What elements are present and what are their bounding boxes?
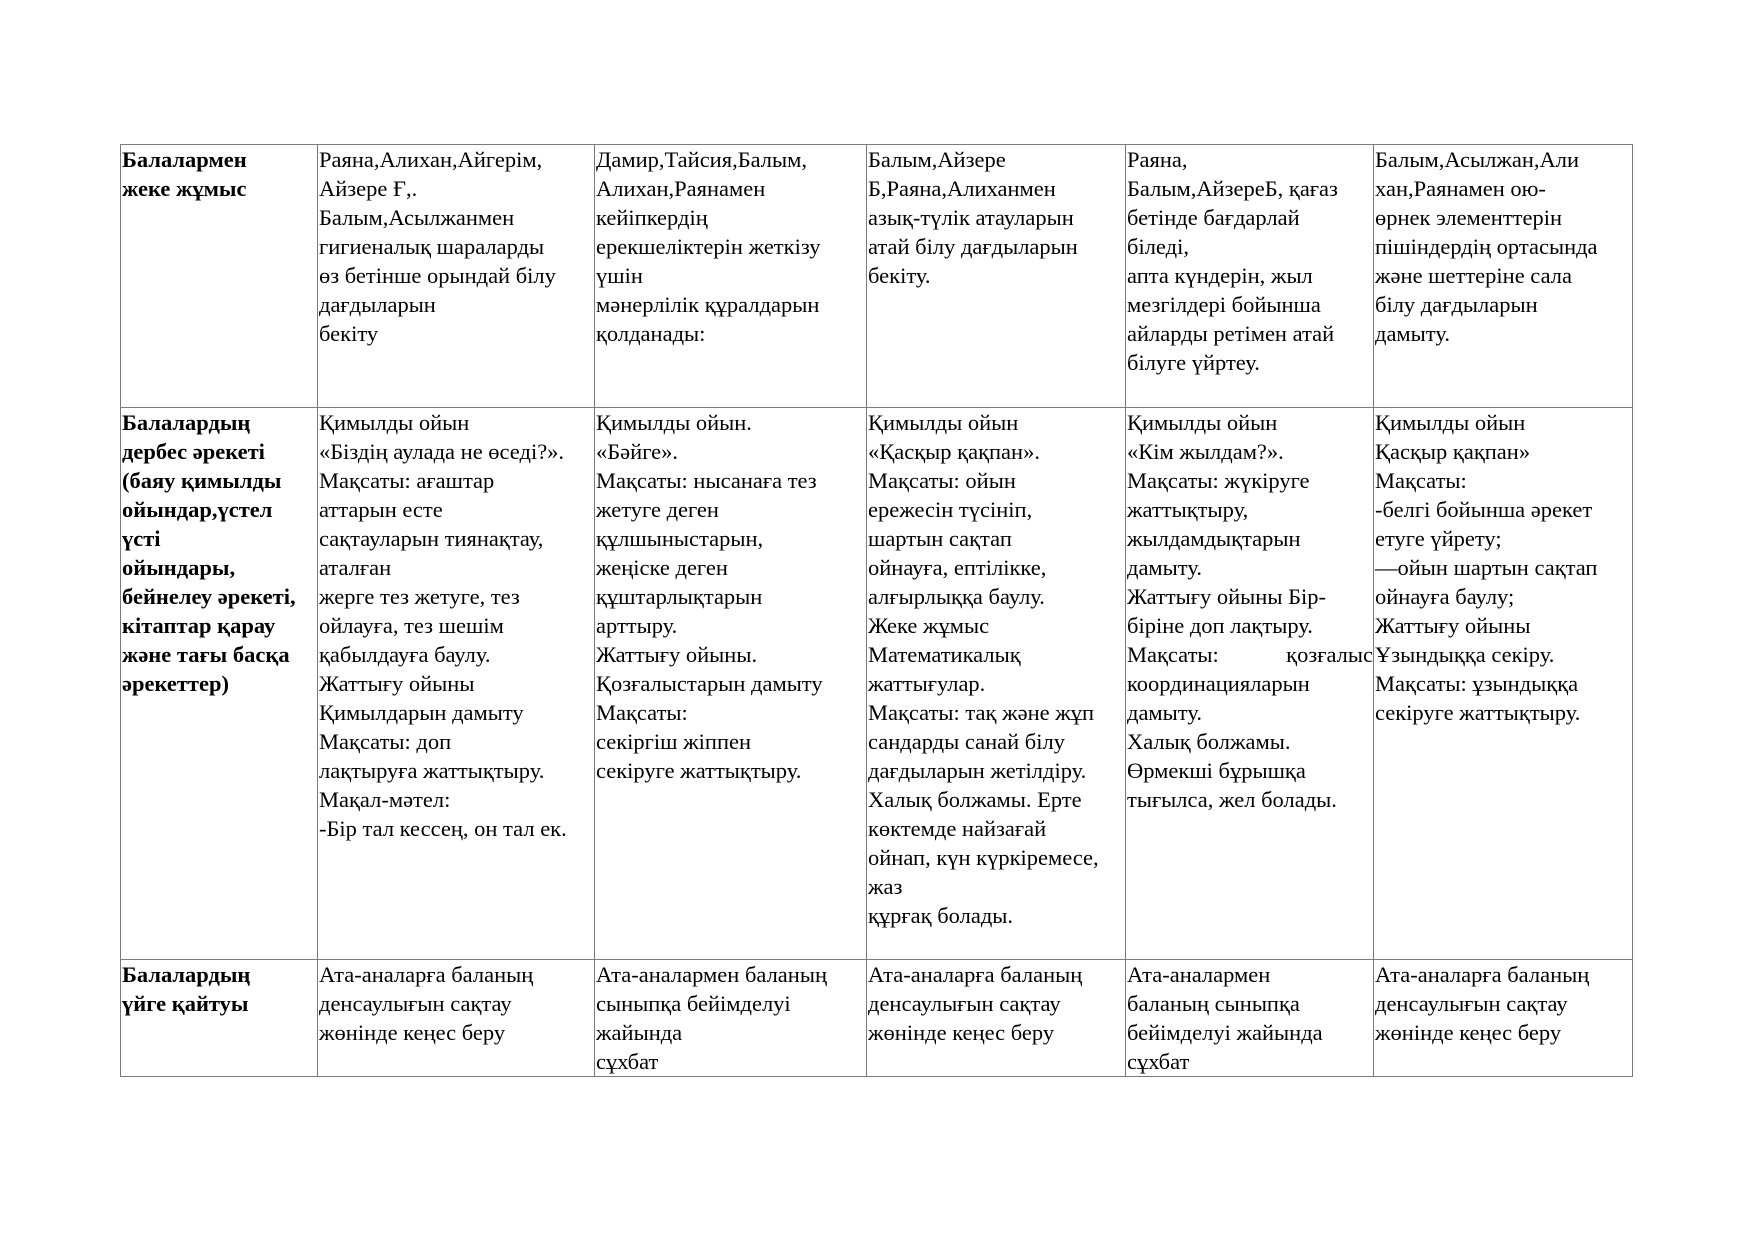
table-cell [1126, 408, 1374, 960]
text-line: ойындар,үстел [122, 497, 273, 522]
text-line: Қасқыр қақпан» [1375, 439, 1531, 464]
text-line: Раяна, [1127, 147, 1188, 172]
text-line: ойнап, күн күркіремесе, [868, 845, 1099, 870]
text-line: азық-түлік атауларын [868, 205, 1074, 230]
text-line: «Біздің аулада не өседі?». [319, 439, 565, 464]
text-line: атай білу дағдыларын [868, 234, 1078, 259]
text-line: бейнелеу әрекеті, [122, 584, 296, 609]
text-line: Қимылдарын дамыту [319, 700, 524, 725]
text-line: Қимылды ойын [1375, 410, 1526, 435]
text-line: қолданады: [596, 321, 706, 346]
text-line: лақтыруға жаттықтыру. [319, 758, 545, 783]
text-line: кейіпкердің [596, 205, 708, 230]
text-line: ойнауға, ептілікке, [868, 555, 1047, 580]
text-line: «Кім жылдам?». [1127, 439, 1284, 464]
text-line: сақтауларын тиянақтау, [319, 526, 544, 551]
text-line: ерекшеліктерін жеткізу [596, 234, 821, 259]
text-line: Халық болжамы. [1127, 729, 1291, 754]
text-line: дағдыларын жетілдіру. [868, 758, 1087, 783]
text-line: Мақсаты: ұзындыққа [1375, 671, 1579, 696]
text-line: Балым,АйзереБ, қағаз [1127, 176, 1338, 201]
text-line: Балым,Асылжан,Али [1375, 147, 1580, 172]
text-line: Айзере Ғ,. [319, 176, 418, 201]
text-line: өз бетінше орындай білу [319, 263, 556, 288]
text-line: жерге тез жетуге, тез [319, 584, 520, 609]
table-cell [318, 408, 595, 960]
text-line: Ұзындыққа секіру. [1375, 642, 1555, 667]
text-line: жөнінде кеңес беру [868, 1020, 1055, 1045]
text-line: Алихан,Раянамен [596, 176, 766, 201]
text-line: Ата-аналарға баланың [868, 962, 1083, 987]
text-line: Мақсаты: жүкіруге [1127, 468, 1310, 493]
text-line: және тағы басқа [122, 642, 290, 667]
text-line: Мақсаты: ойын [868, 468, 1016, 493]
text-line: Балым,Асылжанмен [319, 205, 515, 230]
text-line: Раяна,Алихан,Айгерім, [319, 147, 543, 172]
text-line: Жаттығу ойыны. [596, 642, 758, 667]
text-line: жөнінде кеңес беру [1375, 1020, 1562, 1045]
text-line: білуге үйртеу. [1127, 350, 1260, 375]
text-line: секіргіш жіппен [596, 729, 752, 754]
text-line: хан,Раянамен ою- [1375, 176, 1546, 201]
table-row [121, 408, 1633, 960]
text-line: біледі, [1127, 234, 1189, 259]
row-label-cell [121, 145, 318, 408]
text-line: біріне доп лақтыру. [1127, 613, 1313, 638]
plan-table [120, 144, 1633, 1077]
text-line: ойлауға, тез шешім [319, 613, 504, 638]
text-line: -белгі бойынша әрекет [1375, 497, 1593, 522]
table-cell [1374, 408, 1633, 960]
text-line: Ата-аналармен баланың [596, 962, 827, 987]
table-cell [595, 408, 867, 960]
text-line: мезгілдері бойынша [1127, 292, 1321, 317]
table-cell [1374, 145, 1633, 408]
text-line: бейімделуі жайында [1127, 1020, 1323, 1045]
text-line: жеке жұмыс [122, 176, 247, 201]
text-line: Мақсаты: [596, 700, 688, 725]
text-line: үшін [596, 263, 643, 288]
table-cell [1126, 960, 1374, 1077]
text-line: аталған [319, 555, 392, 580]
text-line: және шеттеріне сала [1375, 263, 1572, 288]
text-line: мәнерлілік құралдарын [596, 292, 820, 317]
text-line: Ата-аналармен [1127, 962, 1271, 987]
text-line: дамыту. [1127, 555, 1202, 580]
text-line: көктемде найзағай [868, 816, 1047, 841]
text-line: Мақсаты: тақ және жұп [868, 700, 1095, 725]
text-line: Ата-аналарға баланың [1375, 962, 1590, 987]
text-line: тығылса, жел болады. [1127, 787, 1337, 812]
text-line: Мақсаты: [1375, 468, 1467, 493]
text-line: ойындары, [122, 555, 236, 580]
text-line: денсаулығын сақтау [1375, 991, 1568, 1016]
text-line: құлшыныстарын, [596, 526, 764, 551]
text-line: үйге қайтуы [122, 991, 249, 1016]
text-line: жаттықтыру, [1127, 497, 1249, 522]
text-line: Дамир,Тайсия,Балым, [596, 147, 808, 172]
text-line: сұхбат [596, 1049, 659, 1074]
text-line: жетуге деген [596, 497, 719, 522]
text-line: шартын сақтап [868, 526, 1012, 551]
text-line: сұхбат [1127, 1049, 1190, 1074]
text-line: Қимылды ойын [1127, 410, 1278, 435]
text-line: координацияларын [1127, 671, 1310, 696]
table-row [121, 960, 1633, 1077]
text-line: дамыту. [1375, 321, 1450, 346]
text-line: құштарлықтарын [596, 584, 763, 609]
text-line: алғырлыққа баулу. [868, 584, 1045, 609]
table-cell [867, 960, 1126, 1077]
text-line: етуге үйрету; [1375, 526, 1502, 551]
text-line: ойнауға баулу; [1375, 584, 1515, 609]
table-cell [867, 145, 1126, 408]
text-line: Балалардың [122, 962, 251, 987]
text-line: Балым,Айзере [868, 147, 1006, 172]
text-line: құрғақ болады. [868, 903, 1014, 928]
text-line: Мақал-мәтел: [319, 787, 451, 812]
text-line: жаз [868, 874, 903, 899]
text-line: Қозғалыстарын дамыту [596, 671, 823, 696]
text-line: Балалардың [122, 410, 251, 435]
document-page [120, 144, 1632, 1077]
text-line: гигиеналық шараларды [319, 234, 545, 259]
text-line: Жаттығу ойыны Бір- [1127, 584, 1326, 609]
text-line: секіруге жаттықтыру. [596, 758, 802, 783]
row-label-cell [121, 408, 318, 960]
table-cell [1126, 145, 1374, 408]
text-line: Б,Раяна,Алиханмен [868, 176, 1056, 201]
text-line: Қимылды ойын. [596, 410, 752, 435]
text-line: Мақсаты: доп [319, 729, 452, 754]
text-line: өрнек элементтерін [1375, 205, 1563, 230]
text-line: секіруге жаттықтыру. [1375, 700, 1581, 725]
text-line: сыныпқа бейімделуі [596, 991, 791, 1016]
text-line: Ата-аналарға баланың [319, 962, 534, 987]
table-row [121, 145, 1633, 408]
text-line: қабылдауға баулу. [319, 642, 491, 667]
text-line: дамыту. [1127, 700, 1202, 725]
text-line: бекіту [319, 321, 379, 346]
text-line: Қимылды ойын [319, 410, 470, 435]
text-line: Балалармен [122, 147, 247, 172]
table-cell [867, 408, 1126, 960]
text-line: «Бәйге». [596, 439, 678, 464]
text-line: айларды ретімен атай [1127, 321, 1335, 346]
text-line: Мақсаты: қозғалыс [1127, 642, 1373, 667]
text-line: Мақсаты: нысанаға тез [596, 468, 817, 493]
text-line: дербес әрекеті [122, 439, 265, 464]
table-cell [1374, 960, 1633, 1077]
text-line: Мақсаты: ағаштар [319, 468, 495, 493]
text-line: Жаттығу ойыны [319, 671, 475, 696]
table-cell [595, 960, 867, 1077]
text-line: кітаптар қарау [122, 613, 276, 638]
text-line: жөнінде кеңес беру [319, 1020, 506, 1045]
text-line: апта күндерін, жыл [1127, 263, 1313, 288]
text-line: Қимылды ойын [868, 410, 1019, 435]
text-line: дағдыларын [319, 292, 436, 317]
text-line: баланың сыныпқа [1127, 991, 1300, 1016]
text-line: денсаулығын сақтау [319, 991, 512, 1016]
text-line: Жаттығу ойыны [1375, 613, 1531, 638]
text-line: сандарды санай білу [868, 729, 1065, 754]
row-label-cell [121, 960, 318, 1077]
text-line: —ойын шартын сақтап [1375, 555, 1598, 580]
text-line: бетінде бағдарлай [1127, 205, 1300, 230]
text-line: бекіту. [868, 263, 931, 288]
text-line: жеңіске деген [596, 555, 728, 580]
text-line: Халық болжамы. Ерте [868, 787, 1082, 812]
table-cell [318, 145, 595, 408]
text-line: денсаулығын сақтау [868, 991, 1061, 1016]
text-line: «Қасқыр қақпан». [868, 439, 1040, 464]
text-line: үсті [122, 526, 161, 551]
text-line: арттыру. [596, 613, 678, 638]
text-line: Математикалық [868, 642, 1021, 667]
text-line: -Бір тал кессең, он тал ек. [319, 816, 567, 841]
table-cell [318, 960, 595, 1077]
text-line: жайында [596, 1020, 683, 1045]
text-line: Жеке жұмыс [868, 613, 990, 638]
text-line: әрекеттер) [122, 671, 229, 696]
table-cell [595, 145, 867, 408]
text-line: пішіндердің ортасында [1375, 234, 1598, 259]
text-line: ережесін түсініп, [868, 497, 1033, 522]
text-line: жаттығулар. [868, 671, 986, 696]
text-line: Өрмекші бұрышқа [1127, 758, 1306, 783]
text-line: (баяу қимылды [122, 468, 282, 493]
text-line: аттарын есте [319, 497, 443, 522]
text-line: жылдамдықтарын [1127, 526, 1301, 551]
text-line: білу дағдыларын [1375, 292, 1538, 317]
